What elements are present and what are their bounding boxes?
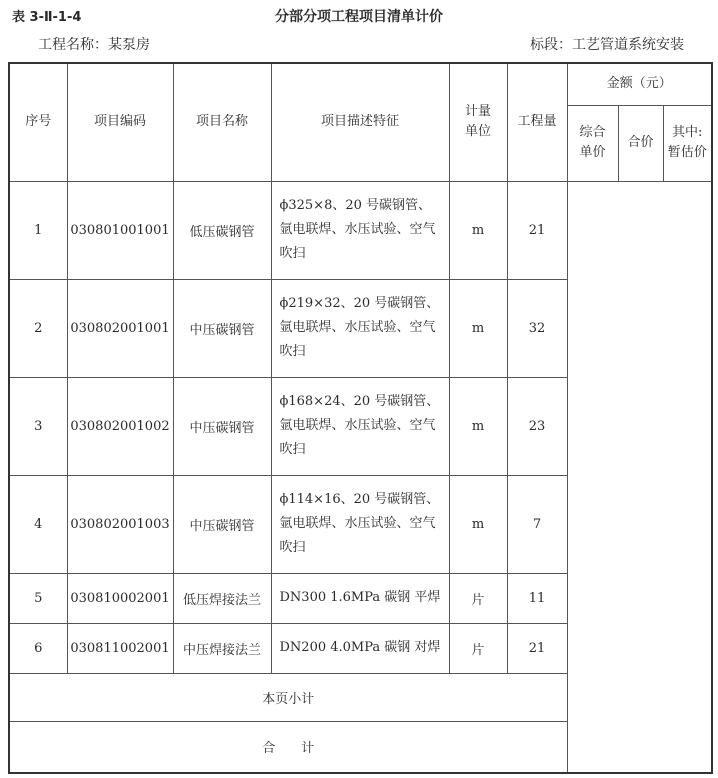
header-unit-price-line1: 综合 [579,125,606,140]
section-label: 标段：工艺管道系统安装 [530,37,684,53]
row-qty: 7 [507,475,567,573]
header-unit [449,63,507,181]
header-unit-price [567,105,618,181]
bill-table [8,62,713,774]
header-total: 合价 [618,105,663,181]
row-name: 中压碳钢管 [173,377,271,475]
row-seq: 5 [9,573,67,623]
project-name: 工程名称：某泵房 [38,37,150,53]
row-code: 030802001001 [67,279,173,377]
row-desc: DN300 1.6MPa 碳钢 平焊 [271,573,449,623]
row-unit: 片 [449,623,507,673]
row-seq: 2 [9,279,67,377]
row-seq: 3 [9,377,67,475]
header-unit-line2: 单位 [464,124,491,140]
row-desc: ϕ114×16、20 号碳钢管、氩电联焊、水压试验、空气吹扫 [271,475,449,573]
row-code: 030802001002 [67,377,173,475]
header-name: 项目名称 [173,63,271,181]
row-name: 低压碳钢管 [173,181,271,279]
header-estimate-line2: 暂估价 [667,145,707,160]
header-unit-price-line2: 单价 [579,145,606,160]
row-qty: 21 [507,181,567,279]
row-unit: 片 [449,573,507,623]
row-desc: ϕ168×24、20 号碳钢管、氩电联焊、水压试验、空气吹扫 [271,377,449,475]
header-unit-line1: 计量 [464,104,491,120]
row-seq: 6 [9,623,67,673]
row-qty: 23 [507,377,567,475]
header-qty: 工程量 [507,63,567,181]
row-qty: 32 [507,279,567,377]
row-unit: m [449,279,507,377]
header-estimate [663,105,712,181]
row-code: 030810002001 [67,573,173,623]
page-title: 分部分项工程项目清单计价 [275,9,443,25]
row-name: 中压碳钢管 [173,279,271,377]
header-amount: 金额（元） [567,63,712,105]
row-code: 030802001003 [67,475,173,573]
row-desc: ϕ325×8、20 号碳钢管、氩电联焊、水压试验、空气吹扫 [271,181,449,279]
row-seq: 1 [9,181,67,279]
row-unit: m [449,475,507,573]
row-name: 中压焊接法兰 [173,623,271,673]
header-estimate-line1: 其中: [672,125,703,140]
row-unit: m [449,377,507,475]
table-number: 表 3-Ⅱ-1-4 [12,10,82,25]
row-qty: 11 [507,573,567,623]
header-row-1 [9,63,712,105]
header-desc: 项目描述特征 [271,63,449,181]
row-code: 030801001001 [67,181,173,279]
amount-area [567,181,712,773]
row-name: 中压碳钢管 [173,475,271,573]
header-seq: 序号 [9,63,67,181]
row-unit: m [449,181,507,279]
grand-total-label: 合 计 [9,721,567,773]
row-name: 低压焊接法兰 [173,573,271,623]
row-seq: 4 [9,475,67,573]
page-subtotal-label: 本页小计 [9,673,567,721]
header-code: 项目编码 [67,63,173,181]
row-desc: DN200 4.0MPa 碳钢 对焊 [271,623,449,673]
row-code: 030811002001 [67,623,173,673]
table-row [9,181,712,279]
row-qty: 21 [507,623,567,673]
row-desc: ϕ219×32、20 号碳钢管、氩电联焊、水压试验、空气吹扫 [271,279,449,377]
